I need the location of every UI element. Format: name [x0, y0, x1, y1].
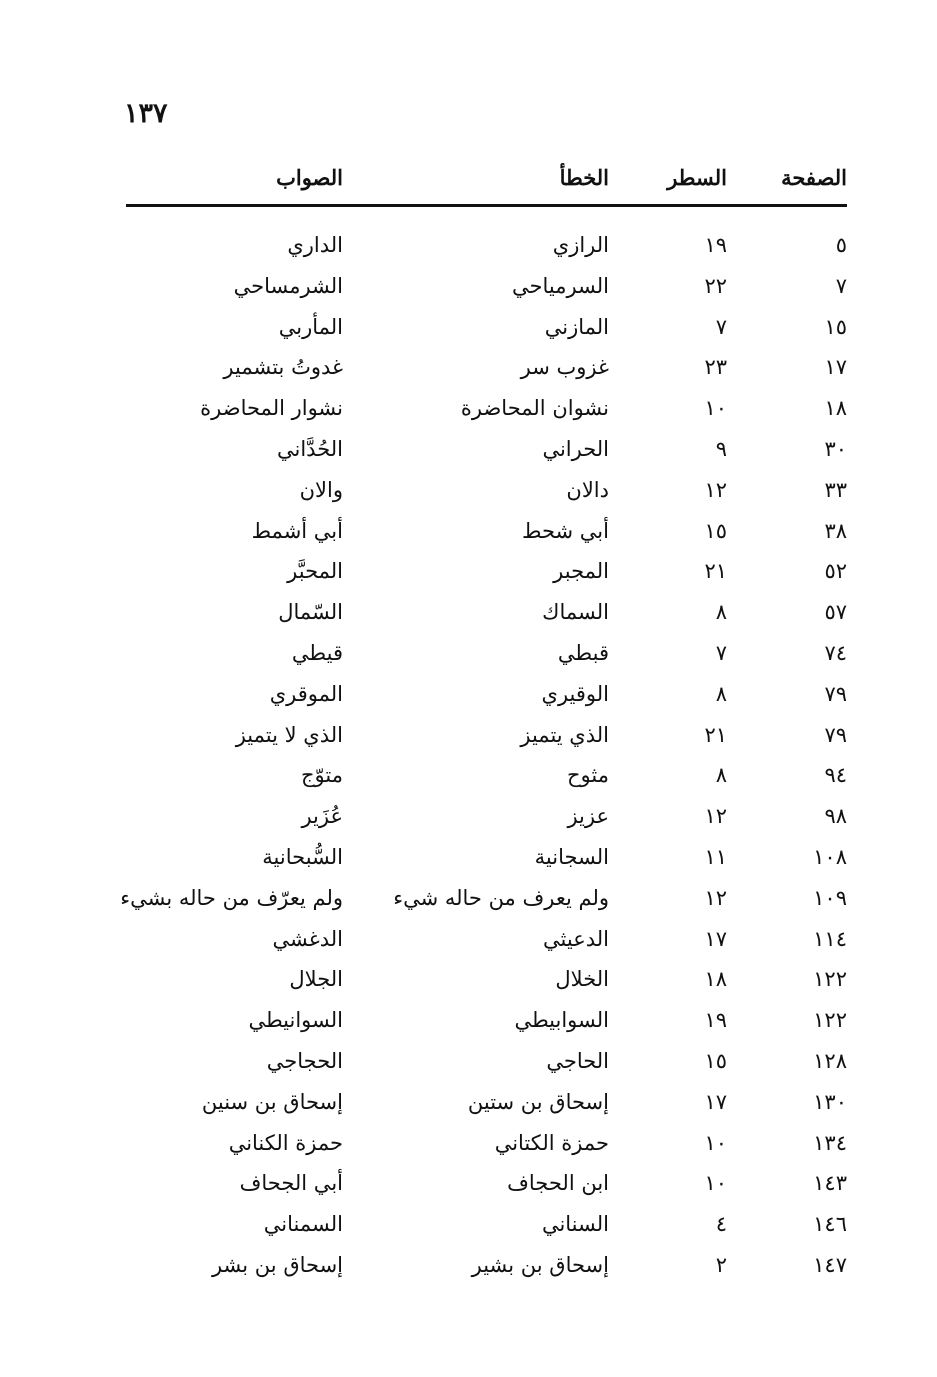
cell-correct: الشرمساحي	[233, 273, 343, 298]
cell-line: ١٧	[704, 1089, 727, 1114]
cell-correct: الداري	[287, 233, 343, 257]
cell-line: ٩	[715, 436, 727, 461]
cell-page: ٣٠	[824, 436, 847, 461]
table-row	[120, 878, 847, 919]
cell-line: ١٠	[704, 1171, 727, 1196]
cell-page: ٥٧	[824, 600, 847, 625]
cell-wrong: المجبر	[553, 559, 609, 584]
cell-page: ١٤٧	[813, 1252, 847, 1277]
cell-correct: نشوار المحاضرة	[200, 396, 343, 421]
table-row	[126, 1082, 847, 1123]
cell-wrong: السوابيطي	[514, 1008, 609, 1033]
cell-wrong: الحاجي	[546, 1048, 609, 1073]
cell-page: ٧٩	[824, 681, 847, 706]
cell-correct: قيطي	[291, 640, 343, 665]
cell-correct: متوّج	[301, 763, 343, 788]
cell-page: ١٢٨	[813, 1048, 847, 1073]
cell-page: ٣٣	[824, 477, 847, 502]
table-row	[126, 796, 847, 837]
cell-wrong: الخلال	[555, 967, 609, 992]
cell-line: ١٩	[704, 233, 727, 257]
cell-correct: السّمال	[278, 600, 343, 625]
table-row	[126, 837, 847, 878]
table-row	[126, 347, 847, 388]
cell-wrong: المازني	[544, 314, 609, 339]
cell-line: ١٥	[704, 518, 727, 543]
cell-page: ٩٤	[824, 763, 847, 788]
cell-correct: المحبَّر	[287, 559, 343, 584]
cell-page: ٣٨	[824, 518, 847, 543]
cell-page: ١٥	[824, 314, 847, 339]
table-row	[126, 1041, 847, 1082]
cell-page: ١٤٣	[813, 1171, 847, 1196]
cell-line: ٢٢	[704, 273, 727, 298]
cell-correct: الجلال	[289, 967, 343, 992]
cell-page: ١٠٨	[813, 844, 847, 869]
cell-line: ١٠	[704, 396, 727, 421]
cell-correct: الذي لا يتميز	[235, 722, 343, 747]
cell-page: ٧٤	[824, 640, 847, 665]
table-row	[126, 1163, 847, 1204]
cell-correct: المأربي	[278, 314, 343, 339]
header-page: الصفحة	[781, 165, 847, 190]
table-header	[126, 160, 847, 207]
cell-correct: حمزة الكناني	[228, 1130, 343, 1155]
cell-page: ١٣٠	[813, 1089, 847, 1114]
cell-page: ٩٨	[824, 804, 847, 829]
cell-line: ١٢	[704, 804, 727, 829]
cell-wrong: ابن الحجاف	[507, 1171, 609, 1196]
table-row	[126, 1245, 847, 1286]
table-row	[126, 551, 847, 592]
cell-wrong: نشوان المحاضرة	[460, 396, 609, 421]
cell-correct: الحجاجي	[266, 1048, 343, 1073]
cell-wrong: مثوح	[567, 763, 609, 788]
table-row	[126, 511, 847, 552]
cell-correct: عُزَير	[301, 804, 343, 829]
table-row	[126, 1000, 847, 1041]
header-correct: الصواب	[276, 165, 343, 190]
cell-page: ١٢٢	[813, 1008, 847, 1033]
cell-wrong: السناني	[541, 1212, 609, 1237]
cell-line: ٢	[715, 1252, 727, 1277]
table-row	[126, 388, 847, 429]
cell-line: ٧	[715, 314, 727, 339]
cell-wrong: الوقيري	[541, 681, 609, 706]
table-row	[126, 959, 847, 1000]
cell-page: ١٢٢	[813, 967, 847, 992]
cell-wrong: السماك	[542, 600, 609, 625]
cell-page: ٥	[835, 233, 847, 257]
cell-page: ١٨	[824, 396, 847, 421]
table-row	[126, 470, 847, 511]
cell-line: ٨	[715, 681, 727, 706]
cell-wrong: الدعيثي	[543, 926, 609, 951]
table-row	[126, 592, 847, 633]
table-row	[126, 919, 847, 960]
cell-line: ٨	[715, 763, 727, 788]
cell-correct: إسحاق بن سنين	[201, 1089, 343, 1114]
table-row	[126, 1204, 847, 1245]
cell-wrong: أبي شحط	[522, 518, 609, 543]
table-row	[126, 1123, 847, 1164]
cell-wrong: السرمياحي	[511, 273, 609, 298]
cell-correct: السمناني	[263, 1212, 343, 1237]
cell-page: ٥٢	[824, 559, 847, 584]
cell-correct: الموقري	[269, 681, 343, 706]
table-row	[126, 429, 847, 470]
cell-line: ١٨	[704, 967, 727, 992]
cell-line: ١٩	[704, 1008, 727, 1033]
cell-line: ١٠	[704, 1130, 727, 1155]
table-row	[126, 266, 847, 307]
cell-line: ٤	[715, 1212, 727, 1237]
cell-page: ٧٩	[824, 722, 847, 747]
table-row	[126, 755, 847, 796]
cell-correct: إسحاق بن بشر	[211, 1252, 343, 1277]
cell-line: ١١	[704, 844, 727, 869]
cell-line: ٢١	[704, 722, 727, 747]
cell-line: ٢١	[704, 559, 727, 584]
cell-wrong: قبطي	[557, 640, 609, 665]
cell-line: ١٥	[704, 1048, 727, 1073]
cell-wrong: دالان	[566, 477, 609, 502]
cell-page: ١٣٤	[813, 1130, 847, 1155]
cell-page: ١٤٦	[813, 1212, 847, 1237]
cell-wrong: إسحاق بن بشير	[471, 1252, 609, 1277]
errata-table	[120, 160, 847, 1286]
cell-line: ٢٣	[704, 355, 727, 380]
cell-line: ١٢	[704, 885, 727, 910]
cell-line: ٨	[715, 600, 727, 625]
table-row	[126, 225, 847, 266]
cell-wrong: الذي يتميز	[520, 722, 609, 747]
header-line: السطر	[667, 165, 727, 190]
cell-page: ٧	[835, 273, 847, 298]
cell-correct: السوانيطي	[248, 1008, 343, 1033]
cell-correct: ولم يعرّف من حاله بشيء	[120, 885, 343, 910]
cell-line: ١٧	[704, 926, 727, 951]
cell-wrong: الحراني	[542, 436, 609, 461]
header-wrong: الخطأ	[559, 165, 609, 190]
cell-correct: الحُدَّاني	[277, 436, 343, 461]
cell-correct: أبي الجحاف	[239, 1171, 343, 1196]
cell-correct: الدغشي	[272, 926, 343, 951]
cell-page: ١١٤	[813, 926, 847, 951]
cell-wrong: إسحاق بن ستين	[467, 1089, 609, 1114]
cell-page: ١٠٩	[813, 885, 847, 910]
cell-wrong: حمزة الكتاني	[494, 1130, 609, 1155]
cell-correct: السُّبحانية	[262, 844, 343, 869]
cell-correct: والان	[299, 477, 343, 502]
cell-correct: أبي أشمط	[251, 518, 343, 543]
cell-correct: غدوتُ بتشمير	[223, 355, 343, 380]
table-row	[126, 674, 847, 715]
cell-line: ١٢	[704, 477, 727, 502]
cell-wrong: ولم يعرف من حاله شيء	[393, 885, 609, 910]
cell-wrong: السجانية	[534, 844, 609, 869]
cell-line: ٧	[715, 640, 727, 665]
table-row	[126, 633, 847, 674]
cell-wrong: الرازي	[552, 233, 609, 257]
table-body	[120, 225, 847, 1286]
table-row	[126, 307, 847, 348]
page-number: ١٣٧	[124, 98, 168, 129]
cell-page: ١٧	[824, 355, 847, 380]
cell-wrong: عزيز	[567, 804, 609, 829]
table-row	[126, 715, 847, 756]
cell-wrong: غزوب سر	[520, 355, 609, 380]
